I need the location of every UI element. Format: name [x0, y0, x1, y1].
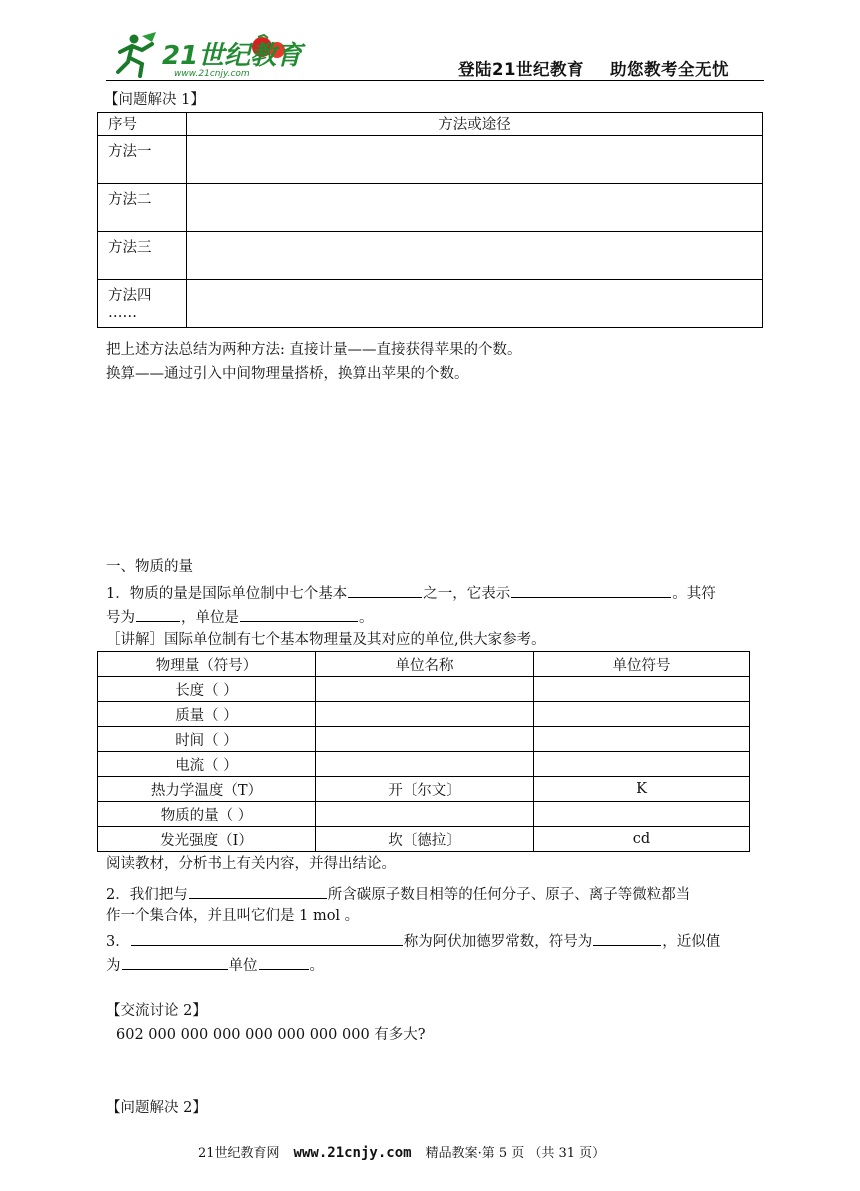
- summary-line-2: 换算——通过引入中间物理量搭桥，换算出苹果的个数。: [106, 366, 469, 382]
- methods-table: [97, 112, 763, 328]
- question-2-line-2: 作一个集合体，并且叫它们是 1 mol 。: [106, 908, 360, 924]
- unit-quantity: 热力学温度（T）: [98, 777, 316, 802]
- table-row: [98, 752, 750, 777]
- footer-url-link[interactable]: www.21cnjy.com: [293, 1145, 412, 1161]
- table-row: [98, 677, 750, 702]
- q1-text-e: ，单位是: [181, 610, 239, 626]
- q2-text-a: 2．我们把与: [106, 887, 188, 903]
- q1-text-d: 号为: [106, 610, 135, 626]
- q3-text-f: 。: [309, 958, 324, 974]
- table-row: [98, 827, 750, 852]
- table-row: [98, 727, 750, 752]
- running-figure-icon: [118, 32, 156, 76]
- q3-text-d: 为: [106, 958, 121, 974]
- svg-text:21世纪教育: 21世纪教育: [162, 41, 303, 71]
- svg-text:www.21cnjy.com: www.21cnjy.com: [174, 69, 250, 79]
- unit-name[interactable]: [316, 702, 534, 727]
- methods-col-number: 序号: [98, 113, 187, 136]
- unit-symbol[interactable]: [534, 727, 750, 752]
- unit-quantity: 发光强度（I）: [98, 827, 316, 852]
- unit-symbol[interactable]: [534, 702, 750, 727]
- method-row-ellipsis: ……: [108, 305, 137, 321]
- problem1-heading: 【问题解决 1】: [104, 92, 205, 108]
- si-units-table: [97, 651, 750, 852]
- q1-blank-1[interactable]: [348, 582, 422, 598]
- unit-name[interactable]: [316, 802, 534, 827]
- table-row: [98, 777, 750, 802]
- units-header-quantity: 物理量（符号）: [98, 652, 316, 677]
- q2-text-b: 所含碳原子数目相等的任何分子、原子、离子等微粒都当: [327, 887, 691, 903]
- discussion2-heading: 【交流讨论 2】: [106, 1003, 207, 1019]
- unit-name: 坎〔德拉〕: [316, 827, 534, 852]
- method-row-label-last: [98, 280, 187, 328]
- q3-blank-4[interactable]: [259, 954, 309, 970]
- unit-symbol[interactable]: [534, 677, 750, 702]
- site-logo: [112, 30, 312, 80]
- header-slogan: [458, 56, 729, 80]
- method-row-cell[interactable]: [187, 280, 763, 328]
- question-2-line-1: [106, 883, 690, 905]
- q3-text-e: 单位: [228, 958, 258, 974]
- question-3-line-1: [106, 930, 720, 952]
- q1-text-f: 。: [359, 610, 374, 626]
- unit-symbol: cd: [534, 827, 750, 852]
- q1-text-c: 。其符: [672, 586, 716, 602]
- question-1-line-2: [106, 606, 374, 628]
- footer-page-info: 精品教案·第 5 页 （共 31 页）: [425, 1146, 606, 1161]
- method-row-cell[interactable]: [187, 232, 763, 280]
- table-row: [98, 802, 750, 827]
- q1-text-b: 之一，它表示: [423, 586, 511, 602]
- method-row-label: 方法三: [98, 232, 187, 280]
- q3-text-c: ，近似值: [662, 934, 721, 950]
- unit-symbol[interactable]: [534, 802, 750, 827]
- discussion2-question: 602 000 000 000 000 000 000 000 有多大?: [116, 1027, 426, 1043]
- q3-blank-1[interactable]: [131, 930, 403, 946]
- unit-name[interactable]: [316, 727, 534, 752]
- q1-blank-2[interactable]: [511, 582, 671, 598]
- unit-quantity: 长度（ ）: [98, 677, 316, 702]
- question-3-line-2: [106, 954, 324, 976]
- units-header-symbol: 单位符号: [534, 652, 750, 677]
- q1-blank-3[interactable]: [136, 606, 180, 622]
- footer-site-name: 21世纪教育网: [198, 1146, 280, 1161]
- question-1-line-1: [106, 582, 716, 604]
- lecture-note: ［讲解］国际单位制有七个基本物理量及其对应的单位,供大家参考。: [106, 632, 546, 648]
- q3-text-a: 3．: [106, 934, 130, 950]
- unit-name[interactable]: [316, 677, 534, 702]
- unit-quantity: 电流（ ）: [98, 752, 316, 777]
- unit-quantity: 质量（ ）: [98, 702, 316, 727]
- summary-line-1: 把上述方法总结为两种方法: 直接计量——直接获得苹果的个数。: [106, 342, 522, 358]
- q1-blank-4[interactable]: [240, 606, 358, 622]
- reading-note: 阅读教材，分析书上有关内容，并得出结论。: [106, 856, 396, 872]
- q1-text-a: 1．物质的量是国际单位制中七个基本: [106, 586, 348, 602]
- slogan-right: 助您教考全无忧: [609, 60, 729, 79]
- q2-blank-1[interactable]: [189, 883, 327, 899]
- section-title: 一、物质的量: [106, 559, 193, 575]
- q3-text-b: 称为阿伏加德罗常数，符号为: [403, 934, 593, 950]
- unit-name: 开〔尔文〕: [316, 777, 534, 802]
- method-row-cell[interactable]: [187, 136, 763, 184]
- unit-name[interactable]: [316, 752, 534, 777]
- table-row: [98, 702, 750, 727]
- units-header-name: 单位名称: [316, 652, 534, 677]
- unit-symbol[interactable]: [534, 752, 750, 777]
- header-rule: [106, 80, 764, 81]
- method-row-label: 方法一: [98, 136, 187, 184]
- problem2-heading: 【问题解决 2】: [106, 1100, 207, 1116]
- q3-blank-2[interactable]: [593, 930, 661, 946]
- slogan-left: 登陆21世纪教育: [458, 60, 584, 79]
- unit-quantity: 时间（ ）: [98, 727, 316, 752]
- method-row-label: 方法四: [108, 288, 152, 304]
- methods-col-method: 方法或途径: [187, 113, 763, 136]
- unit-symbol: K: [534, 777, 750, 802]
- q3-blank-3[interactable]: [122, 954, 228, 970]
- unit-quantity: 物质的量（ ）: [98, 802, 316, 827]
- method-row-cell[interactable]: [187, 184, 763, 232]
- page-footer: [198, 1142, 605, 1161]
- method-row-label: 方法二: [98, 184, 187, 232]
